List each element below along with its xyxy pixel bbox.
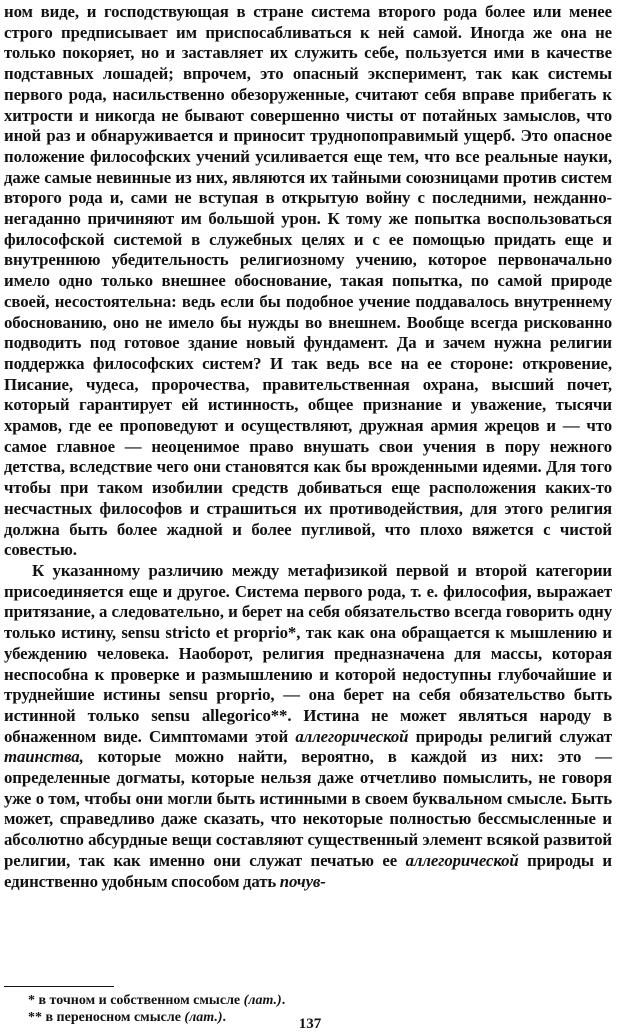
footnote-1-lang: (лат.): [243, 993, 282, 1008]
footnote-1-text: в точном и собственном смысле: [38, 993, 244, 1008]
paragraph-2-italic-2: таинства,: [4, 747, 84, 767]
paragraph-2-italic-1: аллегорической: [295, 726, 409, 746]
footnote-1-end: .: [281, 993, 286, 1008]
footnote-2-lang: (лат.): [184, 1010, 223, 1025]
paragraph-2-italic-4: почув-: [279, 871, 326, 891]
paragraph-1: ном виде, и господствующая в стране система второго рода более или менее строго предписывает им приспосабливаться к ней самой. Иногда же она не только покоряет, но и заставляет их служить себе, пользуется ими в качестве подставных лошадей; впрочем, это опасный эксперимент, так как системы первого рода, насильственно обезоруженные, считают себя вправе прибегать к хитрости и никогда не бывают совершенно чисты от потайных замыслов, что иной раз и обнаруживается и приносит труднопоправимый ущерб. Это опасное положение философских учений усиливается еще тем, что все реальные науки, даже самые невинные из них, являются их тайными союзницами против систем второго рода и, сами не вступая в открытую войну с последними, нежданно-негаданно причиняют им большой урон. К тому же попытка воспользоваться философской системой в служебных целях и с ее помощью придать еще и внутреннюю убедительность религиозному учению, которое первоначально имело одно только внешнее обоснование, такая попытка, по самой природе своей, несостоятельна: ведь если бы подобное учение поддавалось внутреннему обоснованию, оно не имело бы нужды во внешнем. Вообще всегда рискованно подводить под готовое здание новый фундамент. Да и зачем нужна религии поддержка философских систем? И так ведь все на ее стороне: откровение, Писание, чудеса, пророчества, правительственная охрана, высший почет, который гарантирует ей истинность, общее признание и уважение, тысячи храмов, где ее проповедуют и осуществляют, дружная армия жрецов и — что самое главное — неоценимое право внушать свои учения в пору нежного детства, вследствие чего они становятся как бы врожденными идеями. Для того чтобы при таком изобилии средств добиваться еще расположения каких-то несчастных философов и страшиться их противодействия, для этого религия должна быть более жадной и более пугливой, что плохо вяжется с чистой совестью.: [4, 2, 612, 560]
paragraph-2: [4, 561, 612, 892]
paragraph-2-part-4: природы и единственно удобным способом дать: [4, 850, 612, 891]
footnote-2-marker: **: [28, 1010, 42, 1025]
page-body: [4, 2, 612, 892]
paragraph-2-part-1: К указанному различию между метафизикой первой и второй категории присоединяется еще и другое. Система первого рода, т. е. философия, выражает притязание, а следовательно, и берет на себя обязательство всегда говорить одну только истину, sensu stricto et proprio*, так как она обращается к мышлению и убеждению человека. Наоборот, религия предназначена для массы, которая неспособна к проверке и размышлению и которой недоступны глубочайшие и труднейшие истины sensu proprio, — она берет на себя обязательство быть истинной только sensu allegorico**. Истина не может являться народу в обнаженном виде. Симптомами этой: [4, 560, 612, 746]
footnote-2-end: .: [222, 1010, 226, 1025]
footnote-2-text: в переносном смысле: [45, 1010, 185, 1025]
paragraph-2-part-2: природы религий служат: [408, 726, 612, 746]
page-number: 137: [298, 1016, 322, 1032]
paragraph-2-part-3: которые можно найти, вероятно, в каждой из них: это — определенные догматы, которые нельзя даже отчетливо помыслить, не говоря уже о том, чтобы они могли быть истинными в своем буквальном смысле. Быть может, справедливо даже сказать, что некоторые полностью бессмысленные и абсолютно абсурдные вещи составляют существенный элемент всякой развитой религии, так как именно они служат печатью ее: [4, 747, 612, 870]
footnote-divider: [4, 986, 114, 987]
footnote-1-marker: *: [28, 993, 35, 1008]
footnote-1: [28, 992, 588, 1009]
paragraph-2-italic-3: аллегорической: [405, 850, 519, 870]
